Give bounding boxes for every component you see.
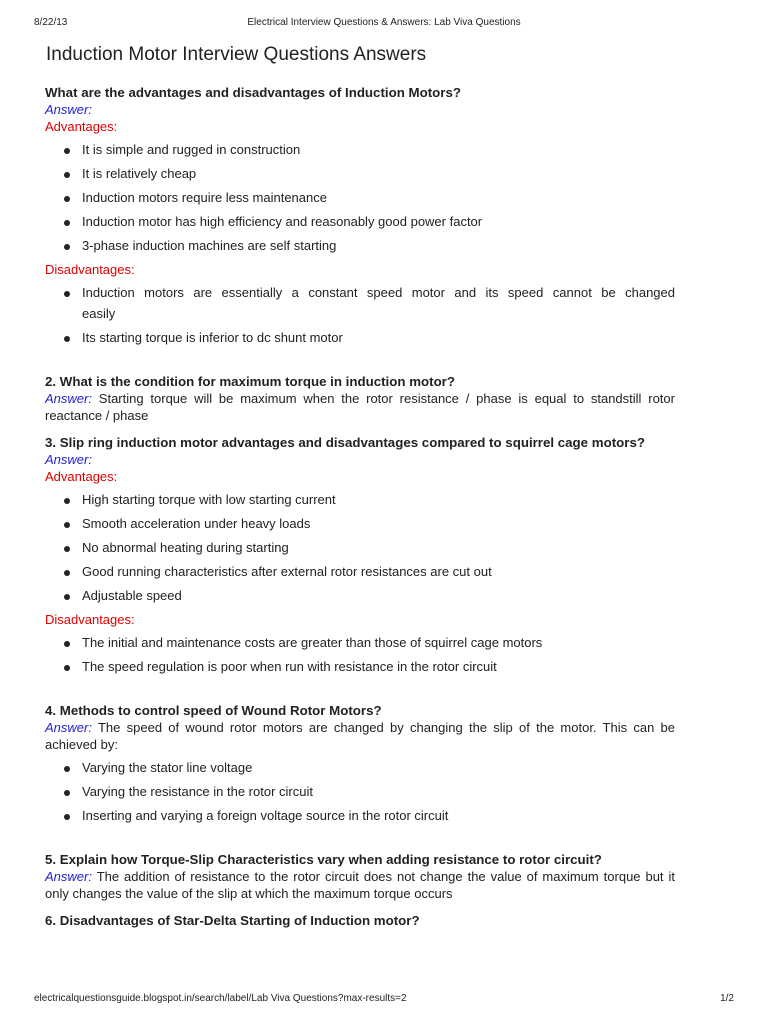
answer-4-text: The speed of wound rotor motors are changed by changing the slip of the motor. This can be achieved by: (45, 720, 675, 752)
answer-label-text: Answer: (45, 391, 92, 406)
question-5: 5. Explain how Torque-Slip Characteristics vary when adding resistance to rotor circuit? (45, 852, 602, 867)
list-item (45, 561, 675, 582)
list-item-text: 3-phase induction machines are self starting (82, 238, 337, 253)
answer-2 (45, 390, 675, 424)
bullet-icon (64, 641, 70, 647)
bullet-icon (64, 570, 70, 576)
question-3: 3. Slip ring induction motor advantages and disadvantages compared to squirrel cage motors? (45, 435, 645, 450)
q3-advantages-list (45, 489, 675, 606)
bullet-icon (64, 244, 70, 250)
answer-label (45, 101, 675, 118)
list-item-text: Induction motors are essentially a constant speed motor and its speed cannot be changed easily (82, 285, 675, 321)
q1-advantages-list (45, 139, 675, 256)
q3-disadvantages-list (45, 632, 675, 677)
list-item (45, 757, 675, 778)
bullet-icon (64, 336, 70, 342)
bullet-icon (64, 498, 70, 504)
answer-label-text: Answer: (45, 102, 92, 117)
bullet-icon (64, 522, 70, 528)
page-number: 1/2 (720, 993, 734, 1004)
print-header (34, 17, 734, 31)
bullet-icon (64, 766, 70, 772)
list-item (45, 327, 675, 348)
question-6: 6. Disadvantages of Star-Delta Starting of Induction motor? (45, 913, 420, 928)
list-item (45, 513, 675, 534)
list-item-text: Adjustable speed (82, 588, 182, 603)
list-item (45, 489, 675, 510)
list-item (45, 187, 675, 208)
q1-disadvantages-list (45, 282, 675, 348)
list-item-text: It is relatively cheap (82, 166, 197, 181)
answer-4 (45, 719, 675, 753)
question-2: 2. What is the condition for maximum torque in induction motor? (45, 374, 455, 389)
q4-methods-list (45, 757, 675, 826)
list-item-text: No abnormal heating during starting (82, 540, 289, 555)
list-item (45, 805, 675, 826)
bullet-icon (64, 172, 70, 178)
list-item-text: Induction motor has high efficiency and reasonably good power factor (82, 214, 483, 229)
list-item-text: Varying the resistance in the rotor circuit (82, 784, 313, 799)
answer-5 (45, 868, 675, 902)
advantages-heading: Advantages: (45, 119, 118, 134)
print-page-title: Electrical Interview Questions & Answers: Lab Viva Questions (247, 17, 521, 28)
list-item (45, 585, 675, 606)
list-item-text: Inserting and varying a foreign voltage source in the rotor circuit (82, 808, 449, 823)
list-item (45, 656, 675, 677)
article-content (45, 44, 675, 929)
disadvantages-heading: Disadvantages: (45, 612, 135, 627)
page-url: electricalquestionsguide.blogspot.in/search/label/Lab Viva Questions?max-results=2 (34, 993, 407, 1004)
answer-label-text: Answer: (45, 452, 92, 467)
question-4: 4. Methods to control speed of Wound Rotor Motors? (45, 703, 382, 718)
list-item (45, 211, 675, 232)
list-item (45, 282, 675, 324)
list-item-text: Induction motors require less maintenance (82, 190, 327, 205)
list-item-text: The speed regulation is poor when run with resistance in the rotor circuit (82, 659, 497, 674)
list-item (45, 235, 675, 256)
list-item (45, 139, 675, 160)
bullet-icon (64, 814, 70, 820)
list-item-text: Varying the stator line voltage (82, 760, 253, 775)
bullet-icon (64, 148, 70, 154)
bullet-icon (64, 594, 70, 600)
answer-2-text: Starting torque will be maximum when the rotor resistance / phase is equal to standstill rotor reactance / phase (45, 391, 675, 423)
bullet-icon (64, 546, 70, 552)
answer-label-text: Answer: (45, 720, 92, 735)
list-item (45, 632, 675, 653)
list-item (45, 163, 675, 184)
print-footer (34, 993, 734, 1007)
advantages-heading: Advantages: (45, 469, 118, 484)
bullet-icon (64, 790, 70, 796)
print-date: 8/22/13 (34, 17, 68, 28)
question-1: What are the advantages and disadvantages of Induction Motors? (45, 85, 461, 100)
list-item (45, 537, 675, 558)
bullet-icon (64, 220, 70, 226)
disadvantages-heading: Disadvantages: (45, 262, 135, 277)
list-item-text: Smooth acceleration under heavy loads (82, 516, 311, 531)
list-item-text: Its starting torque is inferior to dc shunt motor (82, 330, 343, 345)
list-item-text: It is simple and rugged in construction (82, 142, 301, 157)
list-item (45, 781, 675, 802)
bullet-icon (64, 665, 70, 671)
list-item-text: Good running characteristics after external rotor resistances are cut out (82, 564, 492, 579)
list-item-text: High starting torque with low starting current (82, 492, 336, 507)
bullet-icon (64, 291, 70, 297)
answer-label-text: Answer: (45, 869, 92, 884)
bullet-icon (64, 196, 70, 202)
answer-label (45, 451, 675, 468)
article-title: Induction Motor Interview Questions Answers (46, 44, 427, 65)
list-item-text: The initial and maintenance costs are greater than those of squirrel cage motors (82, 635, 543, 650)
answer-5-text: The addition of resistance to the rotor circuit does not change the value of maximum torque but it only changes the value of the slip at which the maximum torque occurs (45, 869, 675, 901)
